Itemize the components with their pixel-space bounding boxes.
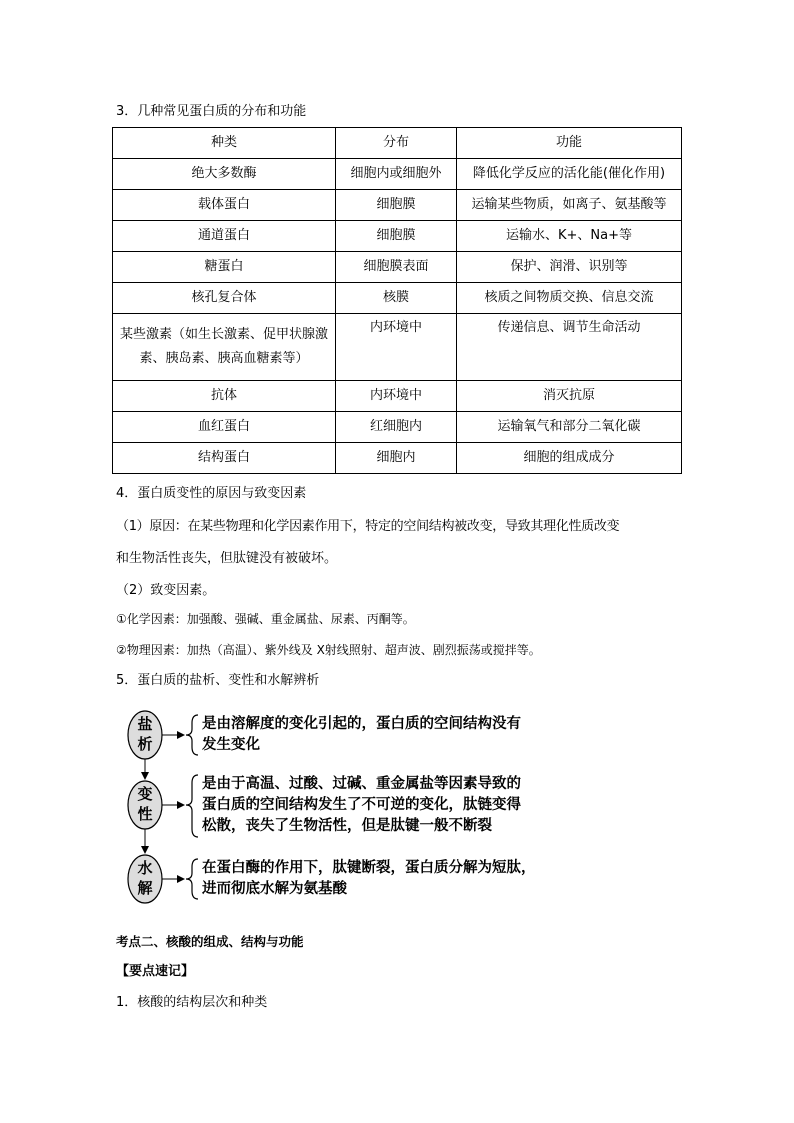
node-hydrolysis-char1: 水 — [137, 859, 153, 877]
section3-title: 3．几种常见蛋白质的分布和功能 — [116, 104, 307, 119]
cause-line2: 和生物活性丧失，但肽键没有被破坏。 — [116, 551, 338, 566]
nucleic-section-title: 考点二、核酸的组成、结构与功能 — [116, 934, 304, 949]
table-cell: 细胞膜表面 — [336, 252, 457, 283]
table-cell: 细胞膜 — [336, 190, 457, 221]
table-cell: 抗体 — [113, 381, 336, 412]
table-row — [113, 412, 682, 443]
table-cell: 核质之间物质交换、信息交流 — [457, 283, 682, 314]
table-cell: 糖蛋白 — [113, 252, 336, 283]
table-cell: 核膜 — [336, 283, 457, 314]
table-row — [113, 190, 682, 221]
table-header-row — [113, 128, 682, 159]
table-header-cell: 分布 — [336, 128, 457, 159]
node-salting-char1: 盐 — [137, 715, 153, 733]
table-row — [113, 252, 682, 283]
node-denaturation-char1: 变 — [137, 785, 153, 803]
nucleic-item1: 1．核酸的结构层次和种类 — [116, 995, 268, 1010]
table-row — [113, 443, 682, 474]
chemical-factors: ①化学因素：加强酸、强碱、重金属盐、尿素、丙酮等。 — [116, 612, 415, 626]
table-row — [113, 314, 682, 381]
table-header-cell: 功能 — [457, 128, 682, 159]
table-row — [113, 221, 682, 252]
node-hydrolysis — [137, 858, 153, 898]
table-row — [113, 159, 682, 190]
brace-1 — [186, 715, 198, 755]
factors-title: （2）致变因素。 — [116, 583, 216, 598]
table-row — [113, 381, 682, 412]
table-cell: 载体蛋白 — [113, 190, 336, 221]
table-cell: 结构蛋白 — [113, 443, 336, 474]
table-cell: 降低化学反应的活化能(催化作用) — [457, 159, 682, 190]
table-cell: 运输某些物质，如离子、氨基酸等 — [457, 190, 682, 221]
table-cell: 细胞内或细胞外 — [336, 159, 457, 190]
table-cell: 核孔复合体 — [113, 283, 336, 314]
table-cell: 保护、润滑、识别等 — [457, 252, 682, 283]
table-header-cell: 种类 — [113, 128, 336, 159]
node-salting — [137, 714, 153, 754]
node-denaturation-char2: 性 — [137, 805, 153, 823]
table-cell: 绝大多数酶 — [113, 159, 336, 190]
table-cell: 血红蛋白 — [113, 412, 336, 443]
table-row — [113, 283, 682, 314]
table-cell: 运输氧气和部分二氧化碳 — [457, 412, 682, 443]
node-denaturation — [137, 784, 153, 824]
salting-denaturation-hydrolysis-diagram — [122, 705, 582, 910]
cause-line1: （1）原因：在某些物理和化学因素作用下，特定的空间结构被改变，导致其理化性质改变 — [116, 519, 620, 534]
protein-table — [112, 127, 682, 474]
table-cell: 内环境中 — [336, 381, 457, 412]
table-cell: 消灭抗原 — [457, 381, 682, 412]
table-cell: 通道蛋白 — [113, 221, 336, 252]
section5-title: 5．蛋白质的盐析、变性和水解辨析 — [116, 673, 320, 688]
node-hydrolysis-char2: 解 — [137, 879, 153, 897]
brace-3 — [186, 859, 198, 899]
section4-title: 4．蛋白质变性的原因与致变因素 — [116, 486, 307, 501]
table-cell: 细胞膜 — [336, 221, 457, 252]
brace-2 — [186, 775, 198, 837]
denaturation-description: 是由于高温、过酸、过碱、重金属盐等因素导致的 蛋白质的空间结构发生了不可逆的变化，肽链变得 松散，丧失了生物活性，但是肽键一般不断裂 — [202, 776, 521, 834]
salting-description: 是由溶解度的变化引起的，蛋白质的空间结构没有 发生变化 — [202, 716, 521, 753]
table-cell: 内环境中 — [336, 314, 457, 381]
table-cell: 运输水、K+、Na+等 — [457, 221, 682, 252]
table-cell: 细胞的组成成分 — [457, 443, 682, 474]
table-cell: 传递信息、调节生命活动 — [457, 314, 682, 381]
table-cell: 某些激素（如生长激素、促甲状腺激素、胰岛素、胰高血糖素等） — [113, 314, 336, 381]
hydrolysis-description: 在蛋白酶的作用下，肽键断裂，蛋白质分解为短肽， 进而彻底水解为氨基酸 — [202, 860, 536, 897]
node-salting-char2: 析 — [137, 735, 153, 753]
table-cell: 红细胞内 — [336, 412, 457, 443]
table-cell: 细胞内 — [336, 443, 457, 474]
physical-factors: ②物理因素：加热（高温）、紫外线及 X射线照射、超声波、剧烈振荡或搅拌等。 — [116, 643, 541, 657]
key-points-label: 【要点速记】 — [116, 964, 195, 979]
